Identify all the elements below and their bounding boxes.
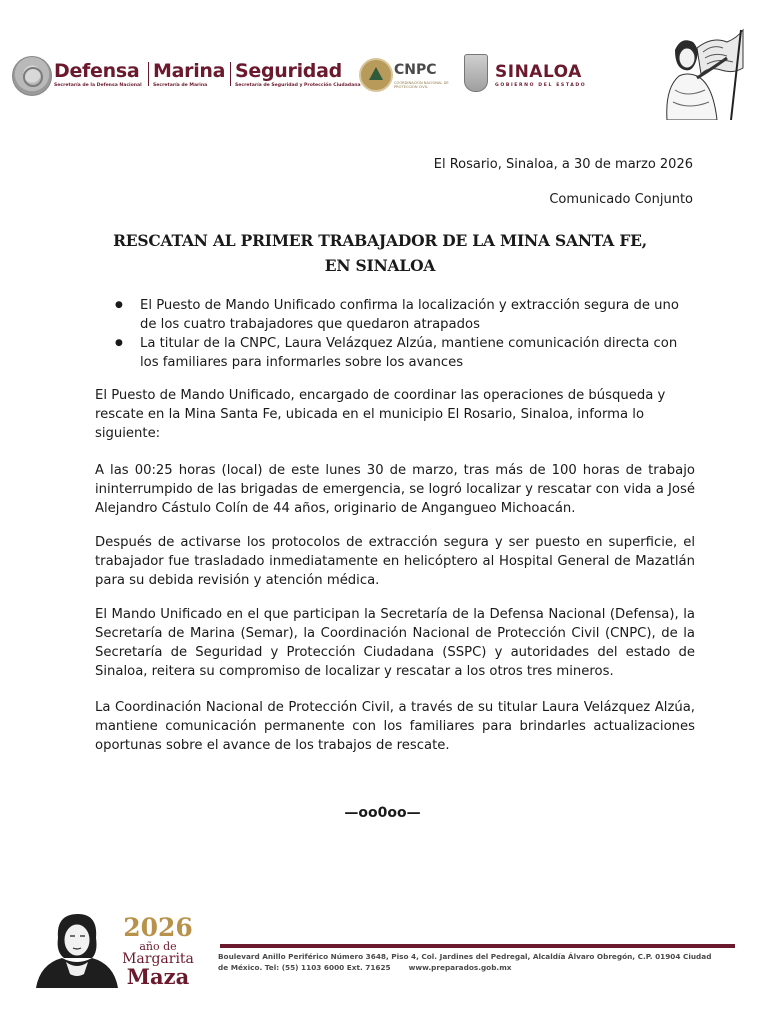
year-honoree-surname: Maza: [126, 964, 190, 989]
footer-address: [218, 951, 718, 973]
marina-logo-subtitle: Secretaría de Marina: [153, 83, 208, 88]
defensa-logo-text: Defensa: [54, 60, 140, 82]
cnpc-emblem-icon: [359, 58, 393, 92]
body-paragraph: El Puesto de Mando Unificado, encargado de coordinar las operaciones de búsqueda y rescate en la Mina Santa Fe, ubicada en el municipio El Rosario, Sinaloa, informa lo siguiente:: [95, 388, 666, 441]
summary-bullets: [95, 296, 695, 372]
cnpc-logo-text: CNPC: [394, 62, 437, 78]
footer-divider: [220, 944, 735, 948]
logo-divider: [230, 62, 231, 86]
year-text: año de: [139, 940, 177, 953]
bullet-item: ● La titular de la CNPC, Laura Velázquez Alzúa, mantiene comunicación directa con los familiares para informarles sobre los avances: [95, 334, 695, 372]
body-paragraph: La Coordinación Nacional de Protección Civil, a través de su titular Laura Velázquez Alzúa, mantiene comunicación permanente con los familiares para brindarles actualizaciones oportunas sobre el avance de los trabajos de rescate.: [95, 700, 695, 753]
seguridad-logo-text: Seguridad: [235, 60, 342, 82]
year-badge: [118, 915, 198, 988]
seguridad-logo-subtitle: Secretaría de Seguridad y Protección Ciudadana: [235, 83, 361, 88]
body-paragraph: A las 00:25 horas (local) de este lunes 30 de marzo, tras más de 100 horas de trabajo ininterrumpido de las brigadas de emergencia, se logró localizar y rescatar con vida a José Alejandro Cástulo Colín de 44 años, originario de Angangueo Michoacán.: [95, 463, 695, 516]
header-logos: [12, 50, 612, 100]
year-number: 2026: [123, 913, 193, 942]
year-honoree-name: Margarita: [122, 951, 194, 967]
national-seal-icon: [12, 56, 52, 96]
bullet-item: ● El Puesto de Mando Unificado confirma la localización y extracción segura de uno de los cuatro trabajadores que quedaron atrapados: [95, 296, 695, 334]
address-text: Boulevard Anillo Periférico Número 3648, Piso 4, Col. Jardines del Pedregal, Alcaldía Álvaro Obregón, C.P. 01904 Ciudad de México. Tel: (55) 1103 6000 Ext. 71625: [218, 952, 712, 972]
cnpc-logo-subtitle: COORDINACIÓN NACIONAL DE PROTECCIÓN CIVIL: [394, 81, 449, 90]
website-link[interactable]: www.preparados.gob.mx: [408, 963, 512, 972]
logo-divider: [148, 62, 149, 86]
sinaloa-shield-icon: [464, 54, 488, 92]
marina-logo-text: Marina: [153, 60, 226, 82]
defensa-logo-subtitle: Secretaría de la Defensa Nacional: [54, 83, 142, 88]
closing-mark: —oo0oo—: [344, 805, 421, 821]
sinaloa-logo-subtitle: GOBIERNO DEL ESTADO: [495, 83, 587, 88]
place-and-date: El Rosario, Sinaloa, a 30 de marzo 2026: [433, 157, 693, 172]
body-paragraph: Después de activarse los protocolos de extracción segura y ser puesto en superficie, el trabajador fue trasladado inmediatamente en helicóptero al Hospital General de Mazatlán para su debida revisión y atención médica.: [95, 535, 695, 588]
document-title: [80, 228, 680, 278]
communique-type: Comunicado Conjunto: [549, 192, 693, 207]
margarita-maza-portrait-icon: [36, 908, 118, 988]
title-line-1: RESCATAN AL PRIMER TRABAJADOR DE LA MINA SANTA FE,: [113, 231, 647, 250]
sinaloa-logo-text: SINALOA: [495, 62, 582, 82]
heroine-flag-illustration-icon: [657, 28, 745, 120]
body-paragraph: El Mando Unificado en el que participan la Secretaría de la Defensa Nacional (Defensa), la Secretaría de Marina (Semar), la Coordinación Nacional de Protección Civil (CNPC), de la Secretaría de Seguridad y Protección Ciudadana (SSPC) y autoridades del estado de Sinaloa, reitera su compromiso de localizar y rescatar a los otros tres mineros.: [95, 607, 695, 679]
title-line-2: EN SINALOA: [324, 256, 436, 275]
